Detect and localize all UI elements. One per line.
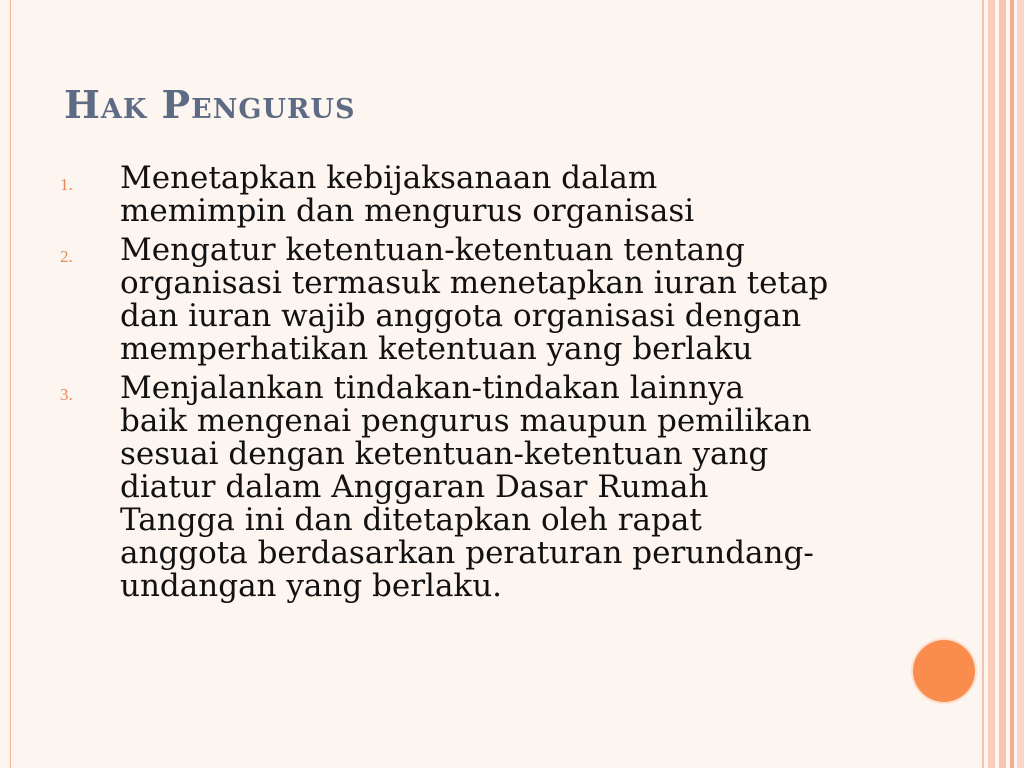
- text-line: dan iuran wajib anggota organisasi dengan: [120, 298, 802, 334]
- list-number: 2.: [60, 247, 73, 266]
- numbered-list: [60, 162, 960, 609]
- decorative-stripe: [982, 0, 984, 768]
- list-item-text: [120, 372, 960, 603]
- text-line: Mengatur ketentuan-ketentuan tentang: [120, 232, 745, 268]
- text-line: anggota berdasarkan peraturan perundang-: [120, 535, 814, 571]
- list-item: [60, 234, 960, 366]
- slide-title: Hak Pengurus: [64, 82, 356, 127]
- left-border-line: [10, 0, 11, 768]
- decorative-circle: [913, 640, 975, 702]
- list-number: 1.: [60, 175, 73, 194]
- text-line: undangan yang berlaku.: [120, 568, 503, 604]
- decorative-stripe: [999, 0, 1006, 768]
- text-line: Tangga ini dan ditetapkan oleh rapat: [120, 502, 702, 538]
- text-line: Menetapkan kebijaksanaan dalam: [120, 160, 658, 196]
- list-item-text: [120, 234, 960, 366]
- list-item: [60, 162, 960, 228]
- text-line: baik mengenai pengurus maupun pemilikan: [120, 403, 812, 439]
- decorative-stripe: [988, 0, 995, 768]
- list-item-text: [120, 162, 960, 228]
- decorative-stripe: [1010, 0, 1014, 768]
- decorative-stripe: [1017, 0, 1024, 768]
- text-line: Menjalankan tindakan-tindakan lainnya: [120, 370, 744, 406]
- text-line: memimpin dan mengurus organisasi: [120, 193, 695, 229]
- list-item: [60, 372, 960, 603]
- text-line: memperhatikan ketentuan yang berlaku: [120, 331, 753, 367]
- text-line: organisasi termasuk menetapkan iuran tetap: [120, 265, 829, 301]
- text-line: sesuai dengan ketentuan-ketentuan yang: [120, 436, 769, 472]
- list-number: 3.: [60, 385, 73, 404]
- text-line: diatur dalam Anggaran Dasar Rumah: [120, 469, 709, 505]
